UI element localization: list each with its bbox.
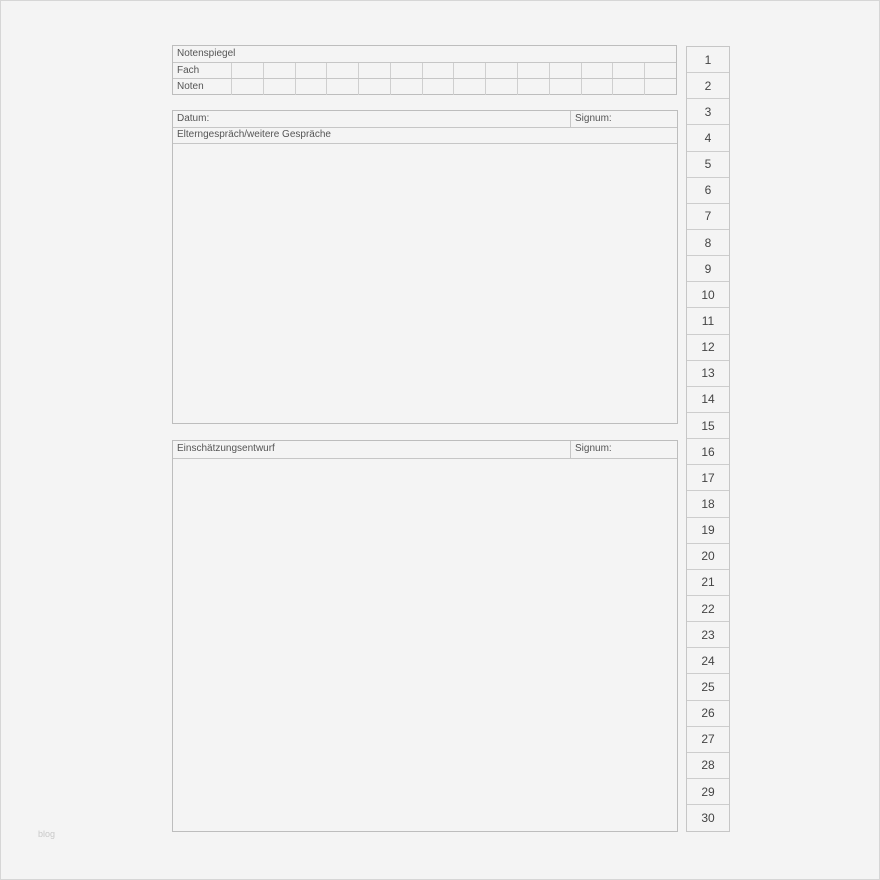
fach-cell[interactable]: [326, 63, 358, 79]
noten-cell[interactable]: [644, 79, 676, 95]
number-cell: 18: [687, 491, 729, 517]
number-cell: 24: [687, 648, 729, 674]
signum-label: Signum:: [575, 113, 612, 124]
fach-cell[interactable]: [390, 63, 422, 79]
noten-cell[interactable]: [517, 79, 549, 95]
number-cell: 21: [687, 570, 729, 596]
number-cell: 2: [687, 73, 729, 99]
notenspiegel-title-row: [173, 46, 676, 62]
einschaetzung-heading-row: [173, 441, 677, 459]
number-cell: 10: [687, 282, 729, 308]
noten-cell[interactable]: [231, 79, 263, 95]
noten-cell[interactable]: [485, 79, 517, 95]
watermark: blog: [38, 829, 56, 839]
fach-cell[interactable]: [422, 63, 454, 79]
notenspiegel-title: Notenspiegel: [177, 48, 236, 59]
noten-cell[interactable]: [263, 79, 295, 95]
noten-cell[interactable]: [326, 79, 358, 95]
number-cell: 5: [687, 152, 729, 178]
noten-cell[interactable]: [453, 79, 485, 95]
number-cell: 16: [687, 439, 729, 465]
number-cell: 15: [687, 413, 729, 439]
datum-label: Datum:: [177, 113, 210, 124]
einschaetzung-box: [172, 440, 678, 832]
noten-cell[interactable]: [549, 79, 581, 95]
fach-cell[interactable]: [263, 63, 295, 79]
noten-cell[interactable]: [295, 79, 327, 95]
fach-cell[interactable]: [581, 63, 613, 79]
number-cell: 3: [687, 99, 729, 125]
signum-cell[interactable]: [570, 441, 677, 458]
number-cell: 19: [687, 518, 729, 544]
noten-cell[interactable]: [422, 79, 454, 95]
noten-row: [173, 78, 676, 95]
fach-cells: [231, 63, 676, 79]
number-cell: 1: [687, 47, 729, 73]
number-cell: 4: [687, 125, 729, 151]
number-cell: 27: [687, 727, 729, 753]
fach-cell[interactable]: [358, 63, 390, 79]
fach-cell[interactable]: [453, 63, 485, 79]
datum-row: [173, 111, 677, 128]
gespraech-heading: Elterngespräch/weitere Gespräche: [177, 129, 331, 140]
number-cell: 30: [701, 811, 715, 826]
noten-cell[interactable]: [358, 79, 390, 95]
gespraech-box: [172, 110, 678, 424]
signum-label: Signum:: [575, 443, 612, 454]
fach-cell[interactable]: [231, 63, 263, 79]
number-cell: 7: [687, 204, 729, 230]
fach-cell[interactable]: [517, 63, 549, 79]
fach-label: Fach: [177, 65, 200, 76]
fach-cell[interactable]: [549, 63, 581, 79]
noten-cell[interactable]: [581, 79, 613, 95]
number-cell: 20: [687, 544, 729, 570]
number-cell: 28: [687, 753, 729, 779]
noten-cell[interactable]: [390, 79, 422, 95]
number-cell: 9: [687, 256, 729, 282]
fach-cell[interactable]: [295, 63, 327, 79]
number-cell: 13: [687, 361, 729, 387]
number-cell: 17: [687, 465, 729, 491]
number-cell: 8: [687, 230, 729, 256]
number-cell: 11: [687, 308, 729, 334]
noten-cell[interactable]: [612, 79, 644, 95]
number-cell: 23: [687, 622, 729, 648]
noten-cells: [231, 79, 676, 95]
number-cell: 26: [687, 701, 729, 727]
fach-row: [173, 62, 676, 79]
einschaetzung-heading: Einschätzungsentwurf: [177, 443, 275, 454]
notenspiegel-table: [172, 45, 677, 95]
number-cell: 12: [687, 335, 729, 361]
number-cell: 22: [687, 596, 729, 622]
number-column: [686, 46, 730, 832]
number-cell: 14: [687, 387, 729, 413]
fach-cell[interactable]: [485, 63, 517, 79]
number-cell: 29: [687, 779, 729, 805]
gespraech-heading-row: [173, 127, 677, 144]
number-cell: 6: [687, 178, 729, 204]
fach-cell[interactable]: [612, 63, 644, 79]
signum-cell[interactable]: [570, 111, 677, 127]
noten-label: Noten: [177, 81, 204, 92]
fach-cell[interactable]: [644, 63, 676, 79]
number-cell: 25: [687, 674, 729, 700]
